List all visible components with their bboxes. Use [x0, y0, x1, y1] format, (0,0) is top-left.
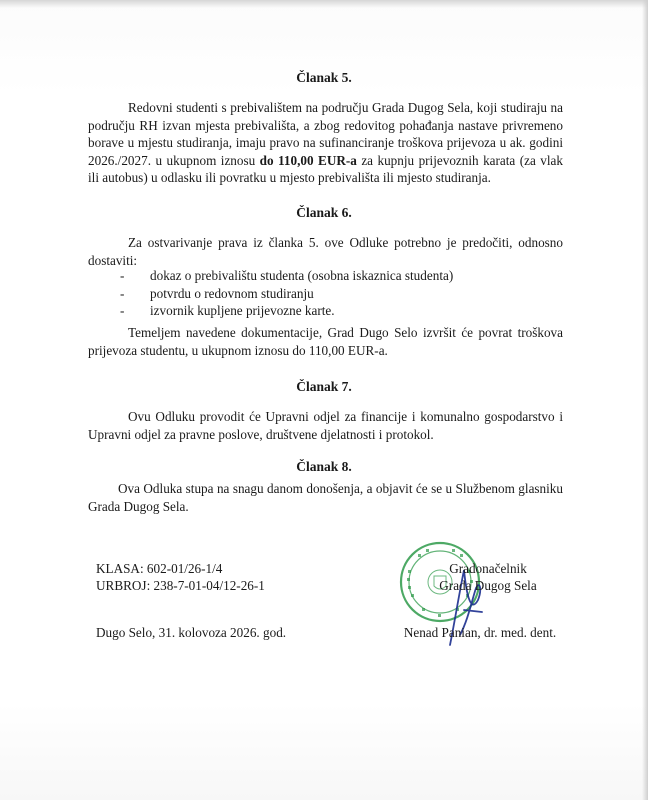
- klasa-line: KLASA: 602-01/26-1/4: [96, 561, 223, 576]
- article-6-intro: [88, 234, 563, 269]
- article-6-heading: Članak 6.: [296, 205, 352, 220]
- required-documents-list: [120, 267, 453, 320]
- urbroj-line: URBROJ: 238-7-01-04/12-26-1: [96, 578, 265, 593]
- page-right-shadow: [642, 0, 648, 800]
- article-5-text-after: za kupnju prijevoznih karata (za vlak ili autobus) u odlasku ili povratku u mjesto prebivališta ili mjesto studiranja.: [88, 152, 563, 186]
- article-5-heading: Članak 5.: [296, 70, 352, 85]
- article-6-closing: [88, 324, 563, 359]
- signer-title-2: Grada Dugog Sela: [439, 578, 537, 593]
- article-8-paragraph: [88, 480, 563, 515]
- article-5-text: Redovni studenti s prebivalištem na području Grada Dugog Sela, koji studiraju na području RH izvan mjesta prebivališta, a zbog redovitog pohađanja nastave privremeno borave u mjestu studiranja, imaju pravo na sufinanciranje troškova prijevoza u ak. godini 2026./2027. u ukupnom iznosu: [88, 100, 563, 168]
- page-top-shadow: [0, 0, 648, 8]
- article-8-text: Ova Odluka stupa na snagu danom donošenja, a objavit će se u Službenom glasniku Grada Dugog Sela.: [88, 481, 563, 514]
- article-7-heading: Članak 7.: [296, 379, 352, 394]
- list-item: - izvornik kupljene prijevozne karte.: [120, 302, 453, 320]
- article-6-closing-text: Temeljem navedene dokumentacije, Grad Dugo Selo izvršit će povrat troškova prijevoza studentu, u ukupnom iznosu do 110,00 EUR-a.: [88, 325, 563, 358]
- signer-title-1: Gradonačelnik: [449, 561, 527, 576]
- list-item: - dokaz o prebivalištu studenta (osobna iskaznica studenta): [120, 267, 453, 285]
- place-date-line: Dugo Selo, 31. kolovoza 2026. god.: [96, 625, 287, 640]
- article-7-text: Ovu Odluku provodit će Upravni odjel za financije i komunalno gospodarstvo i Upravni odjel za pravne poslove, društvene djelatnosti i protokol.: [88, 409, 563, 442]
- article-8-heading: Članak 8.: [296, 459, 352, 474]
- article-5-amount: do 110,00 EUR-a: [259, 152, 357, 168]
- list-item: - potvrdu o redovnom studiranju: [120, 285, 453, 303]
- article-7-paragraph: [88, 408, 563, 443]
- article-5-paragraph: [88, 99, 563, 187]
- signer-name: Nenad Panian, dr. med. dent.: [403, 625, 557, 640]
- article-6-intro-text: Za ostvarivanje prava iz članka 5. ove Odluke potrebno je predočiti, odnosno dostaviti:: [88, 235, 563, 268]
